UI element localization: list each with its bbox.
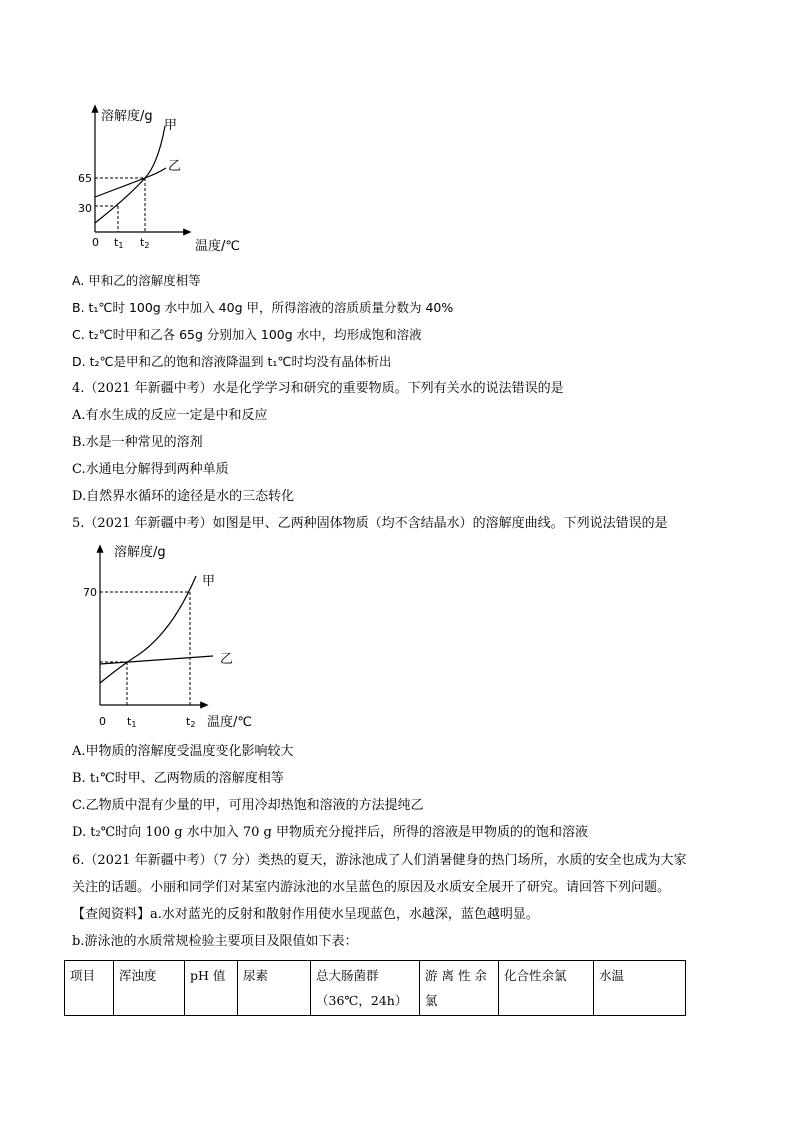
t2-label: t2: [140, 236, 150, 250]
t1-label: t1: [114, 236, 124, 250]
y-tick-70: 70: [83, 586, 97, 599]
curve-jia-label: 甲: [202, 574, 216, 589]
q4-stem: 4.（2021 年新疆中考）水是化学学习和研究的重要物质。下列有关水的说法错误的是: [72, 381, 564, 396]
table-cell: 项目: [65, 961, 114, 1016]
table-cell: 化合性余氯: [499, 961, 594, 1016]
x-axis-label: 温度/℃: [207, 715, 252, 730]
origin-label: 0: [99, 715, 106, 728]
y-axis-label: 溶解度/g: [101, 109, 153, 124]
solubility-chart-2: [0, 530, 794, 740]
t1-label: t1: [127, 715, 137, 729]
q4-option-c: C.水通电分解得到两种单质: [72, 462, 229, 477]
q5-option-c: C.乙物质中混有少量的甲，可用冷却热饱和溶液的方法提纯乙: [72, 798, 424, 813]
table-cell: 水温: [594, 961, 686, 1016]
q4-option-d: D.自然界水循环的途径是水的三态转化: [72, 489, 295, 504]
q6-line-1: 6.（2021 年新疆中考）（7 分）类热的夏天，游泳池成了人们消暑健身的热门场所，水质的安全也成为大家: [72, 853, 687, 868]
y-axis-label: 溶解度/g: [114, 545, 166, 560]
t2-label: t2: [186, 715, 196, 729]
table-cell: 游 离 性 余 氯: [420, 961, 499, 1016]
q6-line-4: b.游泳池的水质常规检验主要项目及限值如下表：: [72, 934, 358, 949]
curve-yi: [100, 656, 213, 664]
q3-option-c: C. t₂℃时甲和乙各 65g 分别加入 100g 水中，均形成饱和溶液: [72, 327, 422, 342]
table-cell: 尿素: [238, 961, 311, 1016]
q6-line-3: 【查阅资料】a.水对蓝光的反射和散射作用使水呈现蓝色，水越深，蓝色越明显。: [72, 907, 539, 922]
q6-line-2: 关注的话题。小丽和同学们对某室内游泳池的水呈蓝色的原因及水质安全展开了研究。请回答下列问题。: [72, 880, 671, 895]
solubility-chart-1: [0, 0, 794, 260]
x-axis-label: 温度/℃: [195, 239, 240, 254]
curve-jia-label: 甲: [164, 118, 178, 133]
table-cell: pH 值: [185, 961, 238, 1016]
y-tick-65: 65: [78, 172, 92, 185]
q5-option-d: D. t₂℃时向 100 g 水中加入 70 g 甲物质充分搅拌后，所得的溶液是甲物质的的饱和溶液: [72, 825, 588, 840]
origin-label: 0: [92, 236, 99, 249]
water-quality-table: [64, 960, 686, 1016]
q4-option-b: B.水是一种常见的溶剂: [72, 435, 203, 450]
curve-yi-label: 乙: [168, 159, 182, 174]
q5-option-b: B. t₁℃时甲、乙两物质的溶解度相等: [72, 771, 284, 786]
q5-stem: 5.（2021 年新疆中考）如图是甲、乙两种固体物质（均不含结晶水）的溶解度曲线。下列说法错误的是: [72, 516, 668, 531]
y-tick-30: 30: [78, 202, 92, 215]
q5-option-a: A.甲物质的溶解度受温度变化影响较大: [72, 744, 294, 759]
q3-option-a: A. 甲和乙的溶解度相等: [72, 273, 201, 288]
table-cell: 总大肠菌群 （36℃，24h）: [311, 961, 420, 1016]
table-row: [65, 961, 686, 1016]
q3-option-b: B. t₁℃时 100g 水中加入 40g 甲，所得溶液的溶质质量分数为 40%: [72, 300, 454, 315]
curve-yi-label: 乙: [220, 652, 234, 667]
q4-option-a: A.有水生成的反应一定是中和反应: [72, 408, 268, 423]
table-cell: 浑浊度: [114, 961, 185, 1016]
q3-option-d: D. t₂℃是甲和乙的饱和溶液降温到 t₁℃时均没有晶体析出: [72, 354, 392, 369]
